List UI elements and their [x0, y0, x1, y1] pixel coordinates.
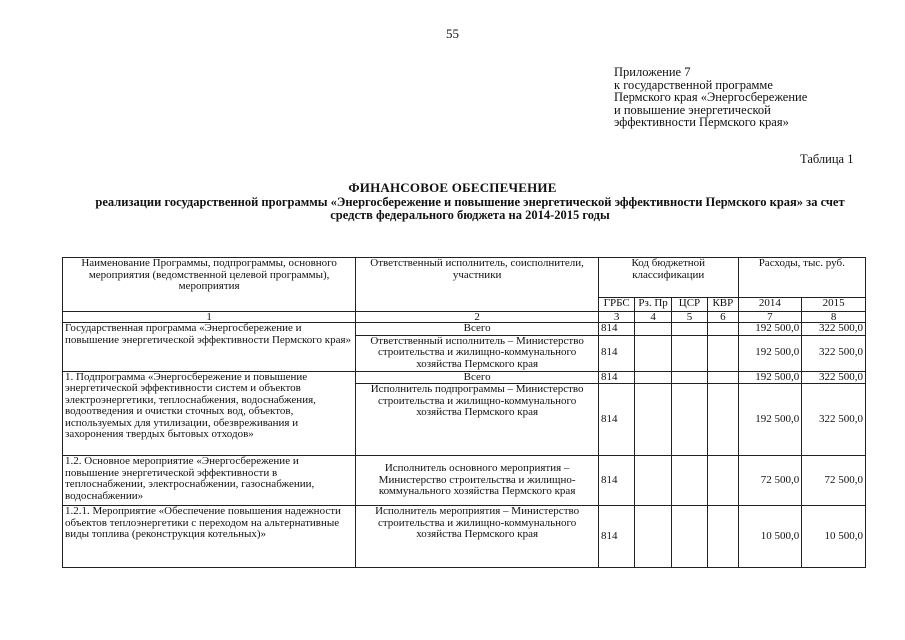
subprogram-executor-2014: 192 500,0	[738, 384, 802, 456]
table-row	[63, 371, 866, 384]
main-activity-executor: Исполнитель основного мероприятия – Министерство строительства и жилищно-коммунального хозяйства Пермского края	[356, 456, 599, 506]
header-csr: ЦСР	[671, 298, 707, 312]
appendix-line: к государственной программе	[614, 77, 773, 92]
header-code: Код бюджетной классификации	[598, 258, 738, 298]
activity-executor: Исполнитель мероприятия – Министерство строительства и жилищно-коммунального хозяйства Пермского края	[356, 506, 599, 568]
appendix-line: Пермского края «Энергосбережение	[614, 90, 808, 104]
header-name: Наименование Программы, подпрограммы, основного мероприятия (ведомственной целевой программы), мероприятия	[63, 258, 356, 312]
table-row	[63, 456, 866, 506]
document-subtitle: реализации государственной программы «Энергосбережение и повышение энергетической эффективности Пермского края» за счет средств федерального бюджета на 2014-2015 годы	[95, 195, 845, 222]
subprogram-executor-2015: 322 500,0	[802, 384, 866, 456]
header-grbs: ГРБС	[598, 298, 634, 312]
header-2014: 2014	[738, 298, 802, 312]
column-number: 7	[738, 312, 802, 323]
table-label: Таблица 1	[800, 152, 854, 166]
activity-grbs: 814	[598, 506, 634, 568]
program-executor-2014: 192 500,0	[738, 335, 802, 371]
header-expenses: Расходы, тыс. руб.	[738, 258, 865, 298]
appendix-note	[614, 66, 807, 129]
column-number: 8	[802, 312, 866, 323]
subprogram-total-2015: 322 500,0	[802, 371, 866, 384]
header-row	[63, 258, 866, 298]
column-number: 5	[671, 312, 707, 323]
main-activity-name: 1.2. Основное мероприятие «Энергосбережение и повышение энергетической эффективности в теплоснабжении, электроснабжении, газоснабжении, водоснабжении»	[63, 456, 356, 506]
program-executor-grbs: 814	[598, 335, 634, 371]
appendix-line: Приложение 7	[614, 65, 691, 79]
column-number: 6	[708, 312, 738, 323]
program-total-2015: 322 500,0	[802, 323, 866, 336]
appendix-line: эффективности Пермского края»	[614, 115, 789, 129]
program-total-grbs: 814	[598, 323, 634, 336]
table-row	[63, 506, 866, 568]
subprogram-executor: Исполнитель подпрограммы – Министерство строительства и жилищно-коммунального хозяйства Пермского края	[356, 384, 599, 456]
column-number: 4	[635, 312, 671, 323]
subprogram-name: 1. Подпрограмма «Энергосбережение и повышение энергетической эффективности систем и объектов электроэнергетики, теплоснабжения, водоснабжения, водоотведения и очистки сточных вод, объектов, используемых для утилизации, обезвреживания и захоронения твердых бытовых отходов»	[63, 371, 356, 456]
financing-table	[62, 257, 866, 568]
main-activity-2014: 72 500,0	[738, 456, 802, 506]
column-number: 1	[63, 312, 356, 323]
program-executor-2015: 322 500,0	[802, 335, 866, 371]
subprogram-executor-grbs: 814	[598, 384, 634, 456]
header-rzpr: Рз. Пр	[635, 298, 671, 312]
activity-2014: 10 500,0	[738, 506, 802, 568]
page-number: 55	[446, 26, 459, 41]
program-total-label: Всего	[356, 323, 599, 336]
main-activity-grbs: 814	[598, 456, 634, 506]
table-row	[63, 323, 866, 336]
main-activity-2015: 72 500,0	[802, 456, 866, 506]
header-executor: Ответственный исполнитель, соисполнители, участники	[356, 258, 599, 312]
header-2015: 2015	[802, 298, 866, 312]
program-name: Государственная программа «Энергосбережение и повышение энергетической эффективности Пермского края»	[63, 323, 356, 372]
subprogram-total-2014: 192 500,0	[738, 371, 802, 384]
appendix-line: и повышение энергетической	[614, 102, 771, 117]
activity-name: 1.2.1. Мероприятие «Обеспечение повышения надежности объектов теплоэнергетики с переходом на альтернативные виды топлива (реконструкция котельных)»	[63, 506, 356, 568]
column-number: 3	[598, 312, 634, 323]
header-kvr: КВР	[708, 298, 738, 312]
document-title: ФИНАНСОВОЕ ОБЕСПЕЧЕНИЕ	[348, 180, 557, 195]
subprogram-total-grbs: 814	[598, 371, 634, 384]
program-executor: Ответственный исполнитель – Министерство строительства и жилищно-коммунального хозяйства Пермского края	[356, 335, 599, 371]
column-numbers-row	[63, 312, 866, 323]
activity-2015: 10 500,0	[802, 506, 866, 568]
program-total-2014: 192 500,0	[738, 323, 802, 336]
subprogram-total-label: Всего	[356, 371, 599, 384]
column-number: 2	[356, 312, 599, 323]
